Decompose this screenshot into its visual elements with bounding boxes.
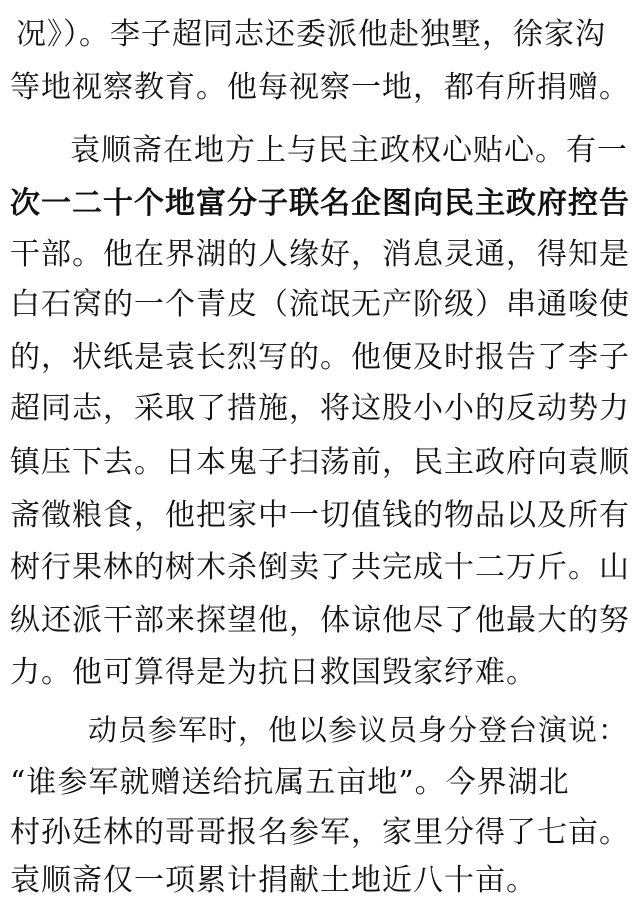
- text-line: 袁顺斋仅一项累计捐献土地近八十亩。: [10, 863, 537, 898]
- text-line: 斋徵粮食，他把家中一切值钱的物品以及所有: [10, 498, 630, 533]
- text-line: 纵还派干部来探望他，体谅他尽了他最大的努: [10, 603, 630, 638]
- text-line: 的，状纸是袁长烈写的。他便及时报告了李子: [10, 340, 630, 375]
- text-line: “谁参军就赠送给抗属五亩地”。今界湖北: [10, 765, 570, 800]
- text-line: 镇压下去。日本鬼子扫荡前，民主政府向袁顺: [10, 445, 630, 480]
- text-line: 超同志，采取了措施，将这股小小的反动势力: [10, 391, 630, 426]
- text-line: 次一二十个地富分子联名企图向民主政府控告: [10, 186, 630, 221]
- text-line: 村孙廷林的哥哥报名参军，家里分得了七亩。: [10, 815, 630, 850]
- text-line: 袁顺斋在地方上与民主政权心贴心。有一: [70, 133, 628, 168]
- text-line: 况》）。李子超同志还委派他赴独墅，徐家沟: [16, 17, 606, 52]
- text-line: 白石窝的一个青皮（流氓无产阶级）串通唆使: [10, 287, 630, 322]
- text-line: 力。他可算得是为抗日救国毁家纾难。: [10, 655, 537, 690]
- text-line: 树行果林的树木杀倒卖了共完成十二万斤。山: [10, 550, 630, 585]
- text-line: 干部。他在界湖的人缘好，消息灵通，得知是: [10, 237, 630, 272]
- text-line: 动员参军时，他以参议员身分登台演说：: [88, 713, 629, 747]
- text-line: 等地视察教育。他每视察一地，都有所捐赠。: [10, 70, 630, 105]
